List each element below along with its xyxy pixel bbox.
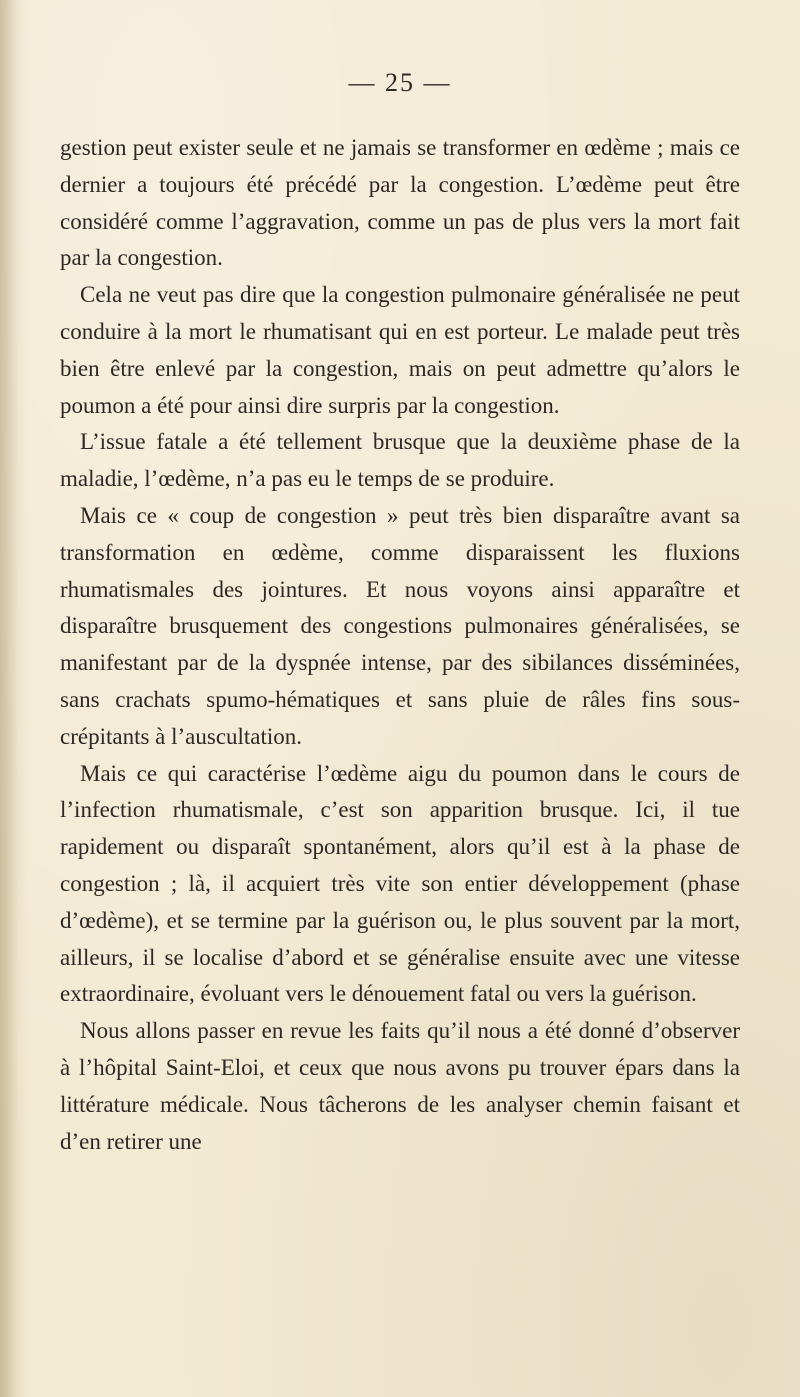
page-number: — 25 — bbox=[348, 68, 452, 97]
body-text bbox=[60, 130, 740, 1160]
paragraph-1: gestion peut exister seule et ne jamais se transformer en œdème ; mais ce dernier a toujours été précédé par la congestion. L’œdème peut être considéré comme l’aggravation, comme un pas de plus vers la mort fait par la congestion. bbox=[60, 135, 740, 271]
paragraph-5: Mais ce qui caractérise l’œdème aigu du poumon dans le cours de l’infection rhumatismale, c’est son apparition brusque. Ici, il tue rapidement ou disparaît spontanément, alors qu’il est à la phase de congestion ; là, il acquiert très vite son entier développement (phase d’œdème), et se termine par la guérison ou, le plus souvent par la mort, ailleurs, il se localise d’abord et se généralise ensuite avec une vitesse extraordinaire, évoluant vers le dénouement fatal ou vers la guérison. bbox=[60, 760, 740, 1007]
paragraph-3: L’issue fatale a été tellement brusque que la deuxième phase de la maladie, l’œdème, n’a pas eu le temps de se produire. bbox=[60, 429, 740, 492]
paragraph-2: Cela ne veut pas dire que la congestion pulmonaire généralisée ne peut conduire à la mort le rhumatisant qui en est porteur. Le malade peut très bien être enlevé par la congestion, mais on peut admettre qu’alors le poumon a été pour ainsi dire surpris par la congestion. bbox=[60, 282, 740, 418]
paragraph-6: Nous allons passer en revue les faits qu’il nous a été donné d’observer à l’hôpital Saint-Eloi, et ceux que nous avons pu trouver épars dans la littérature médicale. Nous tâcherons de les analyser chemin faisant et d’en retirer une bbox=[60, 1018, 740, 1154]
page-gutter-shadow bbox=[0, 0, 18, 1397]
paragraph-4: Mais ce « coup de congestion » peut très bien disparaître avant sa transformation en œdème, comme disparaissent les fluxions rhumatismales des jointures. Et nous voyons ainsi apparaître et disparaître brusquement des congestions pulmonaires généralisées, se manifestant par de la dyspnée intense, par des sibilances disséminées, sans crachats spumo-hématiques et sans pluie de râles fins sous-crépitants à l’auscultation. bbox=[60, 502, 740, 749]
